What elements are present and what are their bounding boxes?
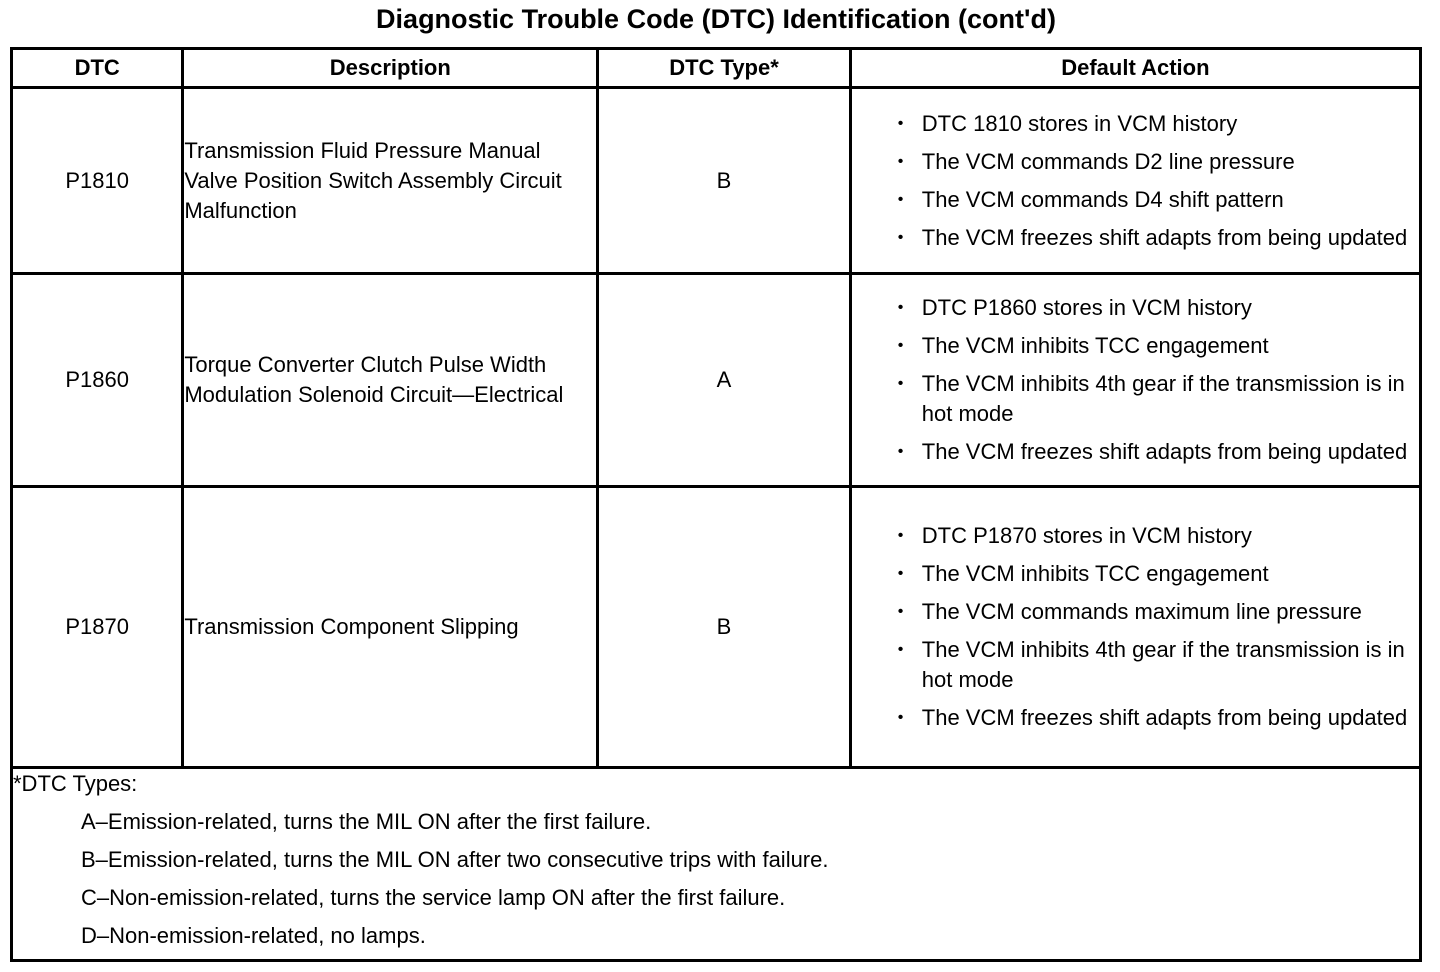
bullet-icon: • <box>897 228 904 246</box>
bullet-icon: • <box>897 603 904 620</box>
list-item <box>852 559 1419 589</box>
list-item <box>852 437 1419 467</box>
dtc-code-cell: P1860 <box>12 274 183 487</box>
action-text: The VCM freezes shift adapts from being updated <box>921 705 1408 730</box>
dtc-types-notes <box>12 768 1421 961</box>
bullet-icon: • <box>897 337 904 354</box>
table-row <box>12 274 1421 487</box>
action-list <box>852 109 1419 253</box>
default-action-cell <box>850 487 1420 768</box>
dtc-identification-table <box>10 47 1422 962</box>
notes-row <box>12 768 1421 961</box>
list-item: B–Emission-related, turns the MIL ON after two consecutive trips with failure. <box>81 847 829 872</box>
description-cell: Transmission Fluid Pressure Manual Valve Position Switch Assembly Circuit Malfunction <box>183 88 598 274</box>
list-item <box>852 109 1419 139</box>
dtc-type-cell: B <box>598 88 851 274</box>
list-item <box>852 331 1419 361</box>
action-text: The VCM commands D4 shift pattern <box>921 186 1284 212</box>
bullet-icon: • <box>897 641 904 658</box>
list-item <box>852 521 1419 551</box>
dtc-type-cell: B <box>598 487 851 768</box>
list-item: D–Non-emission-related, no lamps. <box>81 923 426 948</box>
list-item: A–Emission-related, turns the MIL ON after the first failure. <box>81 809 652 834</box>
notes-list <box>13 807 1419 951</box>
action-text: The VCM commands maximum line pressure <box>921 599 1362 624</box>
action-list <box>852 521 1419 733</box>
action-text: The VCM freezes shift adapts from being updated <box>921 439 1408 464</box>
dtc-code-cell: P1810 <box>12 88 183 274</box>
list-item: C–Non-emission-related, turns the service lamp ON after the first failure. <box>81 885 786 910</box>
bullet-icon: • <box>897 299 904 316</box>
header-dtc: DTC <box>12 49 183 88</box>
default-action-cell <box>850 88 1420 274</box>
action-text: DTC P1860 stores in VCM history <box>921 295 1252 320</box>
notes-heading: *DTC Types: <box>13 771 138 796</box>
action-text: The VCM inhibits TCC engagement <box>921 561 1269 586</box>
description-cell: Torque Converter Clutch Pulse Width Modulation Solenoid Circuit—Electrical <box>183 274 598 487</box>
bullet-icon: • <box>897 527 904 544</box>
action-text: The VCM inhibits TCC engagement <box>921 333 1269 358</box>
list-item <box>852 597 1419 627</box>
header-default-action: Default Action <box>850 49 1420 88</box>
action-list <box>852 293 1419 467</box>
page-title: Diagnostic Trouble Code (DTC) Identification (cont'd) <box>376 4 1056 34</box>
default-action-cell <box>850 274 1420 487</box>
dtc-type-cell: A <box>598 274 851 487</box>
table-header-row <box>12 49 1421 88</box>
list-item <box>852 293 1419 323</box>
action-text: The VCM freezes shift adapts from being updated <box>921 224 1408 250</box>
table-row <box>12 88 1421 274</box>
bullet-icon: • <box>897 565 904 582</box>
list-item <box>852 185 1419 215</box>
header-description: Description <box>183 49 598 88</box>
bullet-icon: • <box>897 443 904 460</box>
list-item <box>852 369 1419 429</box>
header-dtc-type: DTC Type* <box>598 49 851 88</box>
dtc-code-cell: P1870 <box>12 487 183 768</box>
action-text: The VCM inhibits 4th gear if the transmission is in hot mode <box>921 371 1405 426</box>
bullet-icon: • <box>897 375 904 392</box>
table-row <box>12 487 1421 768</box>
action-text: DTC 1810 stores in VCM history <box>921 110 1238 136</box>
bullet-icon: • <box>897 114 904 132</box>
list-item <box>852 635 1419 695</box>
action-text: DTC P1870 stores in VCM history <box>921 523 1252 548</box>
description-cell: Transmission Component Slipping <box>183 487 598 768</box>
bullet-icon: • <box>897 190 904 208</box>
list-item <box>852 703 1419 733</box>
bullet-icon: • <box>897 709 904 726</box>
bullet-icon: • <box>897 152 904 170</box>
action-text: The VCM commands D2 line pressure <box>921 148 1295 174</box>
list-item <box>852 147 1419 177</box>
action-text: The VCM inhibits 4th gear if the transmission is in hot mode <box>921 637 1405 692</box>
list-item <box>852 223 1419 253</box>
